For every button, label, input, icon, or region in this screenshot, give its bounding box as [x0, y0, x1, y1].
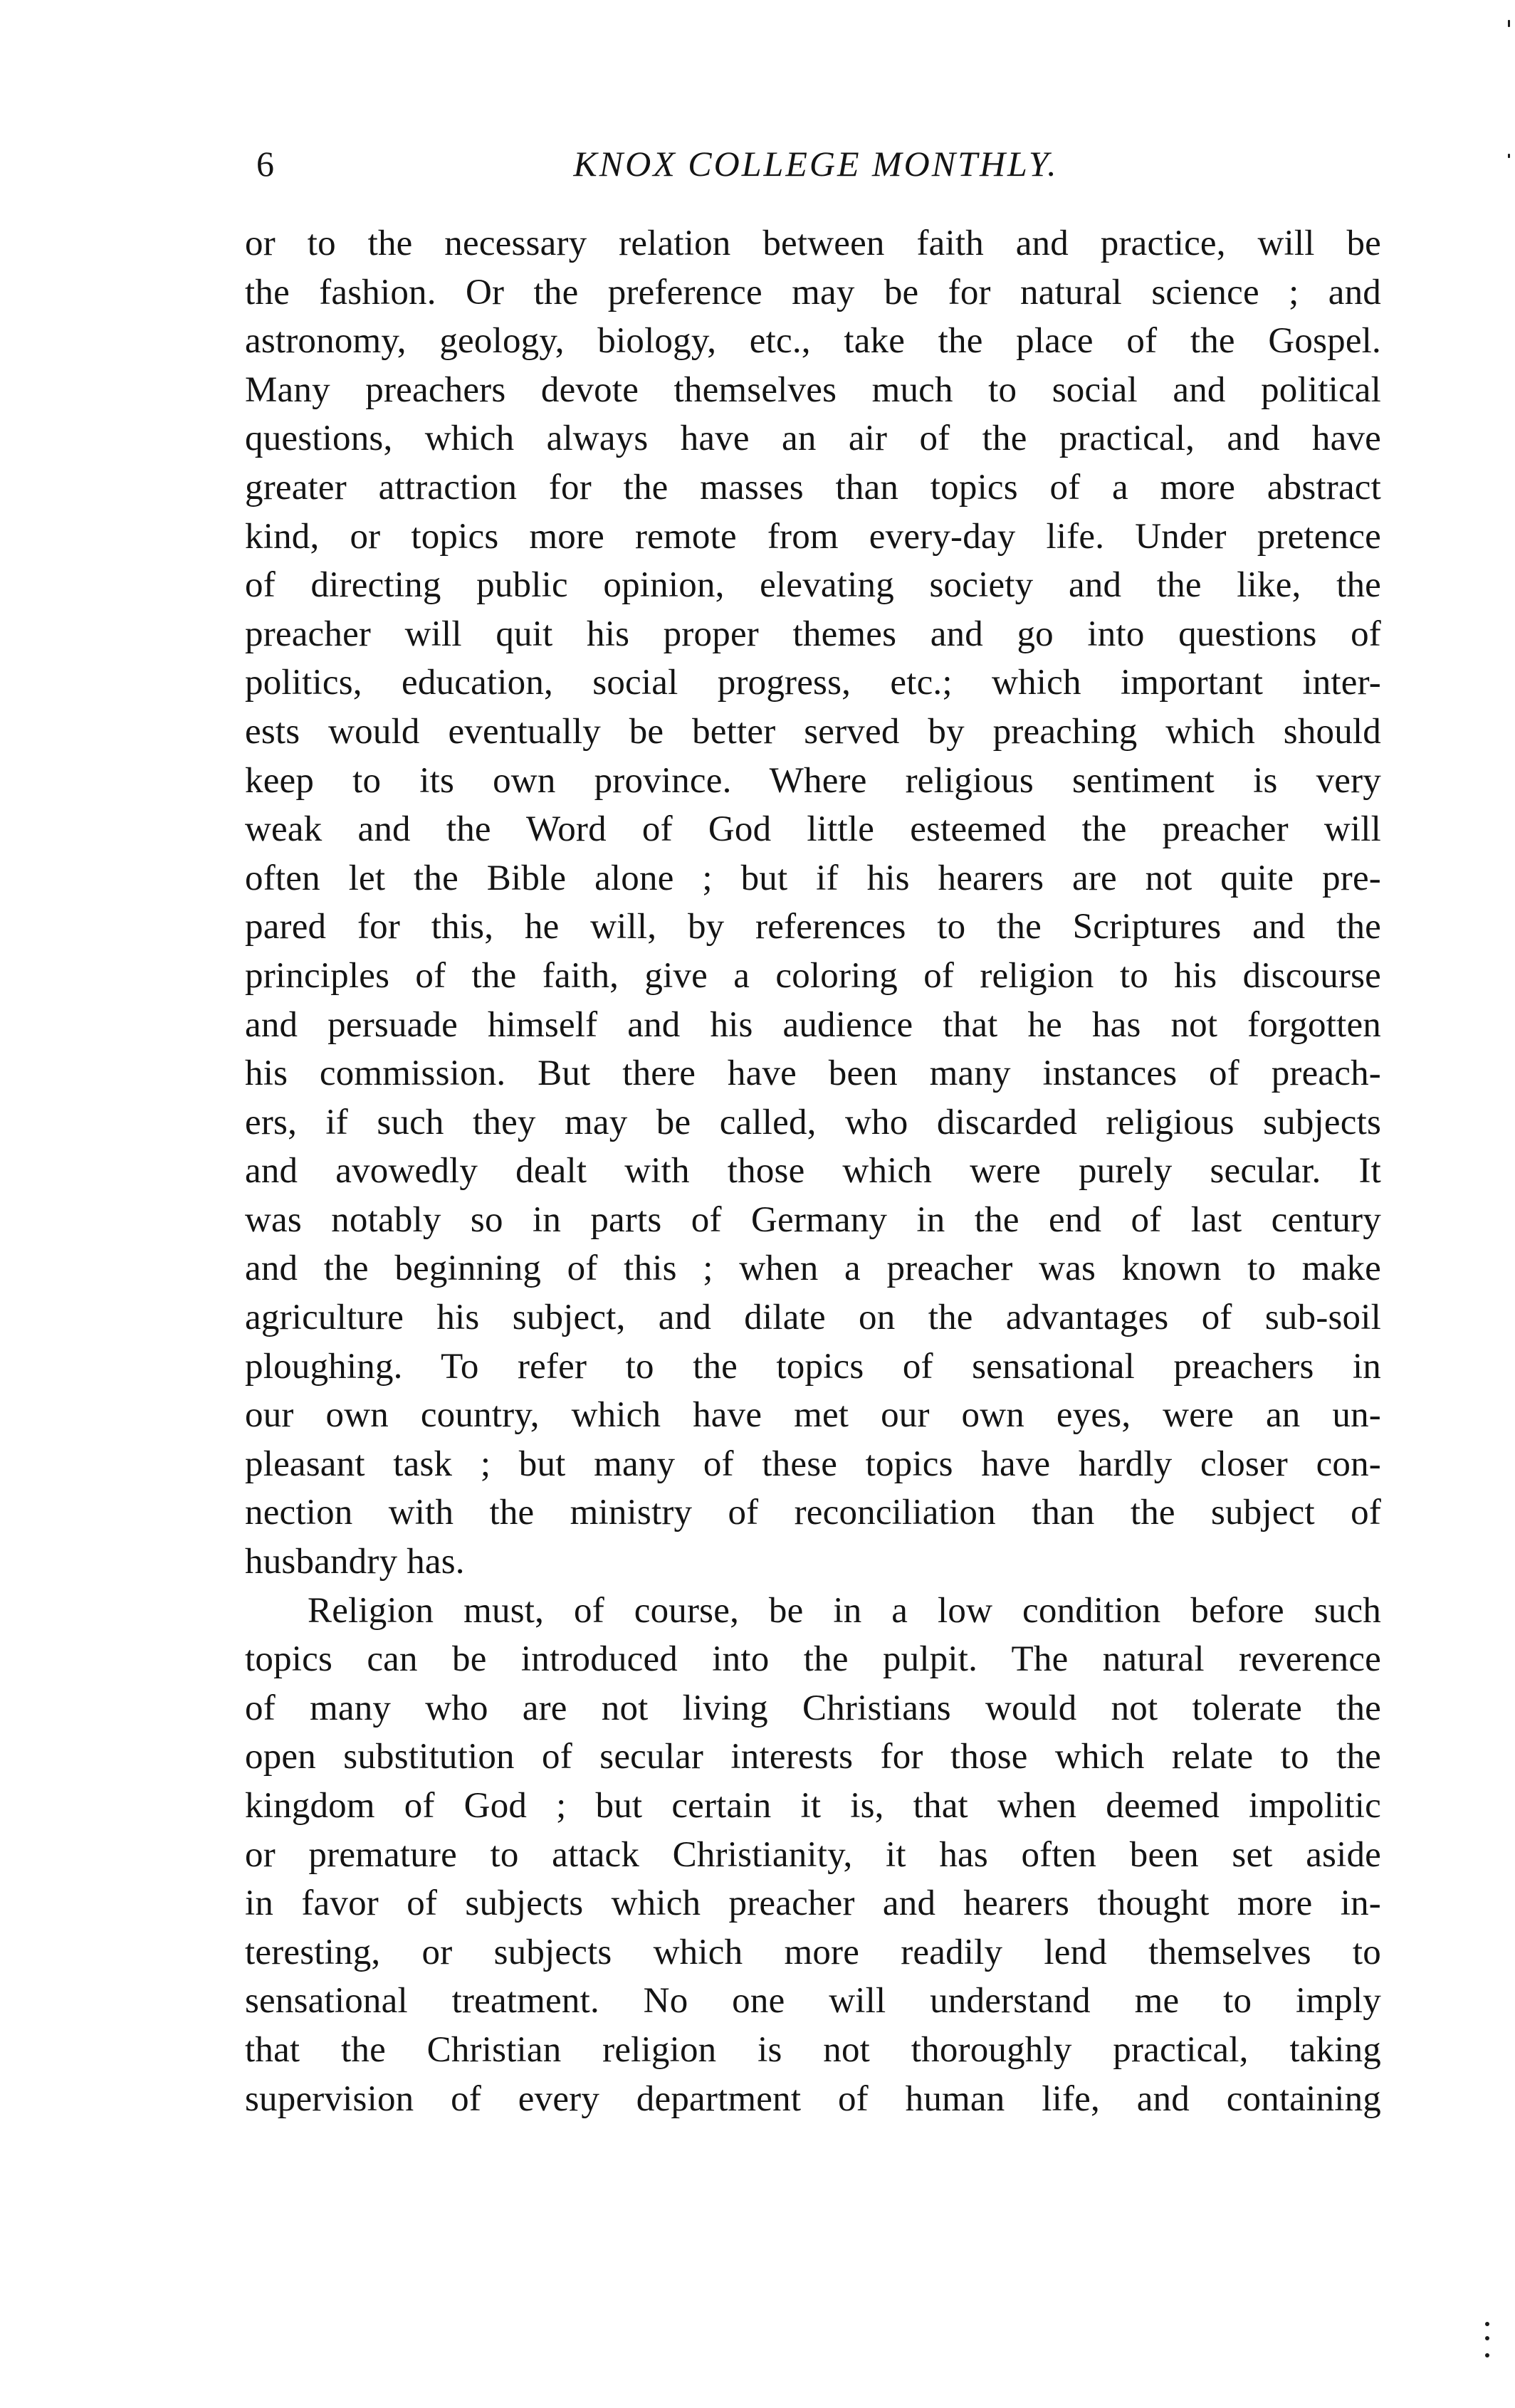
journal-title: KNOX COLLEGE MONTHLY. [573, 144, 1059, 184]
text-line: keep to its own province. Where religious sentiment is very [245, 760, 1381, 801]
text-line: and avowedly dealt with those which were purely secular. It [245, 1151, 1381, 1192]
text-line: and the beginning of this ; when a preacher was known to make [245, 1248, 1381, 1289]
body-text [245, 219, 1381, 2123]
text-line: or to the necessary relation between faith and practice, will be [245, 224, 1381, 263]
text-line: that the Christian religion is not thoroughly practical, taking [245, 2029, 1381, 2070]
text-line: principles of the faith, give a coloring of religion to his discourse [245, 955, 1381, 996]
text-line: or premature to attack Christianity, it has often been set aside [245, 1834, 1381, 1875]
text-line: ploughing. To refer to the topics of sensational preachers in [245, 1346, 1381, 1387]
text-line: weak and the Word of God little esteemed the preacher will [245, 809, 1381, 850]
text-line: his commission. But there have been many instances of preach- [245, 1053, 1381, 1094]
text-line: in favor of subjects which preacher and hearers thought more in- [245, 1883, 1381, 1924]
text-line: pleasant task ; but many of these topics have hardly closer con- [245, 1444, 1381, 1484]
text-line: teresting, or subjects which more readily lend themselves to [245, 1932, 1381, 1972]
text-line: greater attraction for the masses than topics of a more abstract [245, 467, 1381, 508]
text-line: politics, education, social progress, etc.; which important inter- [245, 663, 1381, 703]
text-line: kind, or topics more remote from every-day life. Under pretence [245, 516, 1381, 557]
text-line: astronomy, geology, biology, etc., take the place of the Gospel. [245, 321, 1381, 362]
scan-speck [1508, 154, 1510, 158]
running-head [251, 135, 1381, 192]
scan-speck [1485, 2336, 1489, 2340]
text-line: husbandry has. [245, 1542, 465, 1582]
text-line: of directing public opinion, elevating society and the like, the [245, 565, 1381, 606]
text-line: of many who are not living Christians would not tolerate the [245, 1688, 1381, 1728]
scan-speck [1508, 20, 1510, 27]
text-line: agriculture his subject, and dilate on the advantages of sub-soil [245, 1298, 1381, 1338]
text-line: open substitution of secular interests for those which relate to the [245, 1737, 1381, 1777]
page-number: 6 [256, 144, 274, 184]
scan-speck [1485, 2322, 1489, 2326]
text-line: ers, if such they may be called, who discarded religious subjects [245, 1102, 1381, 1142]
text-line: topics can be introduced into the pulpit. The natural reverence [245, 1639, 1381, 1680]
text-line: was notably so in parts of Germany in the end of last century [245, 1199, 1381, 1240]
text-line: ests would eventually be better served by preaching which should [245, 711, 1381, 752]
text-line: questions, which always have an air of the practical, and have [245, 419, 1381, 459]
text-line: and persuade himself and his audience that he has not forgotten [245, 1004, 1381, 1045]
text-line: often let the Bible alone ; but if his hearers are not quite pre- [245, 858, 1381, 898]
text-line: kingdom of God ; but certain it is, that when deemed impolitic [245, 1786, 1381, 1826]
scan-speck [1485, 2353, 1489, 2357]
text-line: Religion must, of course, be in a low condition before such [308, 1590, 1381, 1631]
text-line: nection with the ministry of reconciliation than the subject of [245, 1493, 1381, 1533]
text-line: the fashion. Or the preference may be for natural science ; and [245, 272, 1381, 312]
text-line: pared for this, he will, by references to the Scriptures and the [245, 907, 1381, 947]
text-line: Many preachers devote themselves much to social and political [245, 369, 1381, 410]
text-line: our own country, which have met our own eyes, were an un- [245, 1395, 1381, 1436]
text-line: sensational treatment. No one will understand me to imply [245, 1981, 1381, 2021]
text-line: supervision of every department of human life, and containing [245, 2078, 1381, 2119]
text-line: preacher will quit his proper themes and go into questions of [245, 614, 1381, 654]
